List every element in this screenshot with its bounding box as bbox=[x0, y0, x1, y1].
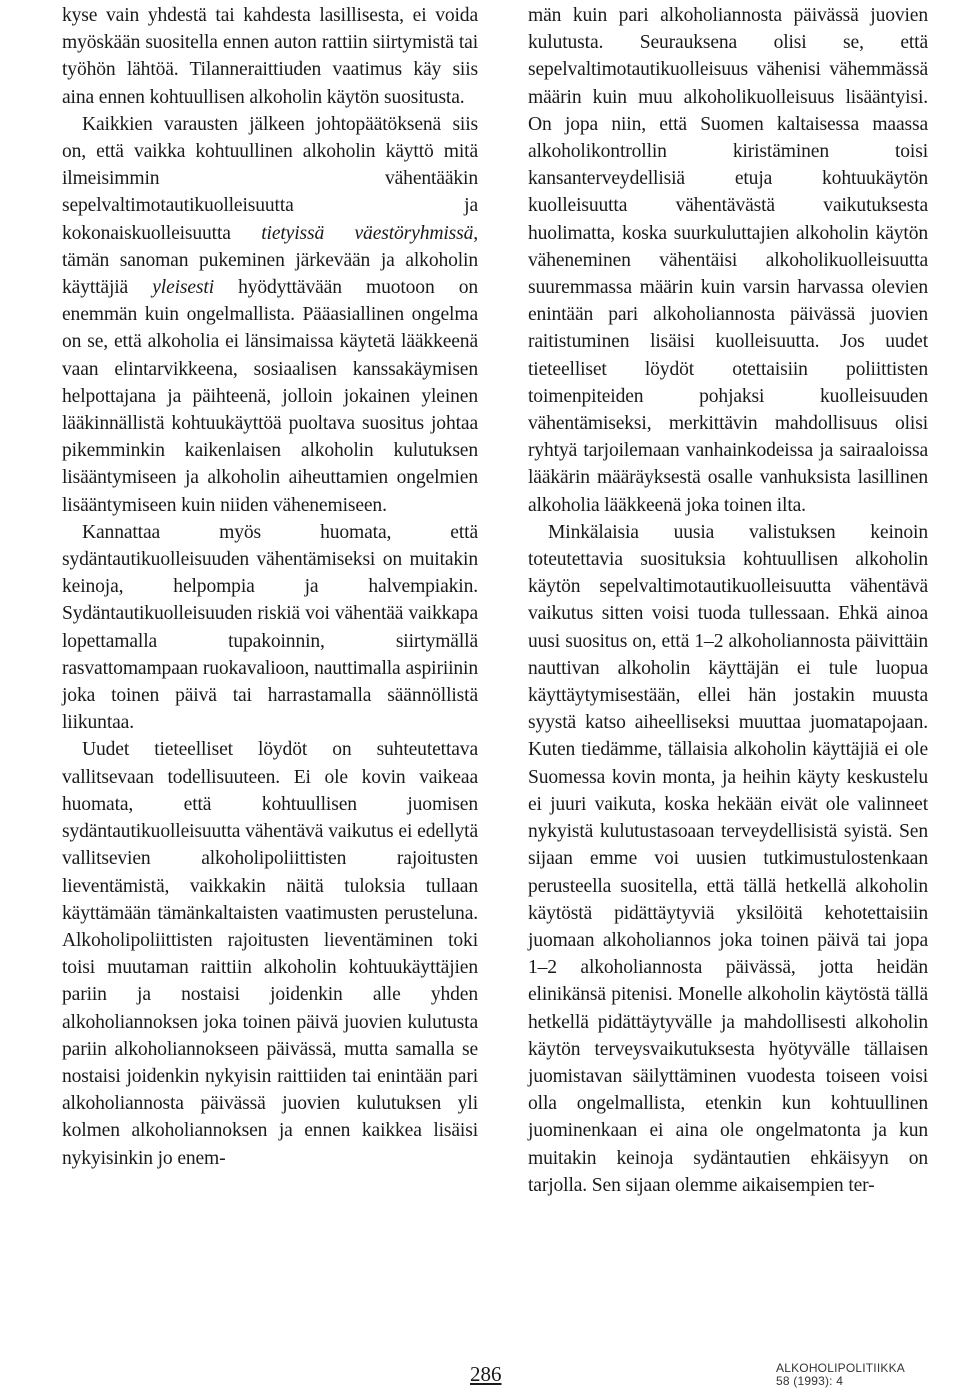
emphasis-tietyissa: tietyissä väestöryhmissä bbox=[261, 222, 474, 244]
right-column bbox=[528, 2, 928, 1199]
paragraph-recommendations: Minkälaisia uusia valistuksen keinoin toteutettavia suosituksia kohtuullisen alkoholin käytön sepelvaltimotautikuolleisuutta vähentävä vaikutus sitten voisi tuoda tullessaan. Ehkä ainoa uusi suositus on, että 1–2 alkoholiannosta päivittäin nauttivan alkoholin käyttäjän ei tule luopua käyttäytymisestään, ellei hän jostakin muusta syystä katso aiheelliseksi muuttaa juomatapojaan. Kuten tiedämme, tällaisia alkoholin käyttäjiä ei ole Suomessa kovin monta, ja heihin käyty keskustelu ei juuri vaikuta, koska hekään eivät ole valinneet nykyistä kulutustasoaan terveydellisistä syistä. Sen sijaan emme voi uusien tutkimustulostenkaan perusteella suositella, että tällä hetkellä alkoholin käytöstä pidättäytyviä yksilöitä kehotettaisiin juomaan alkoholiannos joka toinen päivä tai jopa 1–2 alkoholiannosta päivässä, jotta heidän elinikänsä pitenisi. Monelle alkoholin käytöstä tällä hetkellä pidättäytyvälle ja mahdollisesti alkoholin käytön terveysvaikutuksesta hyötyvälle tällaisen juomistavan säilyttäminen vuodesta toiseen voisi olla ongelmallista, etenkin kun kohtuullinen juominenkaan ei aina ole ongelmatonta ja kun muitakin keinoja sydäntautien ehkäisyyn on tarjolla. Sen sijaan olemme aikaisempien ter- bbox=[528, 521, 928, 1196]
paragraph-conclusion: Kaikkien varausten jälkeen johtopäätöksenä siis on, että vaikka kohtuullinen alkoholin käyttö mitä ilmeisimmin vähentääkin sepelvaltimotautikuolleisuutta ja kokonaiskuolleisuutta tietyissä väestöryhmissä, tämän sanoman pukeminen järkevään ja alkoholin käyttäjiä yleisesti hyödyttävään muotoon on enemmän kuin ongelmallista. Pääasiallinen ongelma on se, että alkoholia ei länsimaissa käytetä lääkkeenä vaan elintarvikkeena, sosiaalisen kanssakäymisen helpottajana ja päihteenä, jolloin jokainen yleinen lääkinnällistä kohtuukäyttöä puoltava suositus johtaa pikemminkin kaikenlaisen alkoholin kulutuksen lisääntymiseen ja alkoholin aiheuttamien ongelmien lisääntymiseen kuin niiden vähenemiseen. bbox=[62, 113, 479, 516]
paragraph-continued: män kuin pari alkoholiannosta päivässä juovien kulutusta. Seurauksena olisi se, että sepelvaltimotautikuolleisuus vähenisi vähemmässä määrin kuin muu alkoholikuolleisuus lisääntyisi. On jopa niin, että Suomen kaltaisessa maassa alkoholikontrollin kiristäminen toisi kansanterveydellisiä etuja kohtuukäytön kuolleisuutta vähentävästä vaikutuksesta huolimatta, koska suurkuluttajien alkoholin käytön väheneminen vähentäisi alkoholikuolleisuutta suuremmassa määrin kuin varsin harvassa olevien enintään pari alkoholiannosta päivässä juovien raitistuminen lisäisi kuolleisuutta. Jos uudet tieteelliset löydöt otettaisiin poliittisten toimenpiteiden pohjaksi kuolleisuuden vähentämiseksi, merkittävin mahdollisuus olisi ryhtyä tarjoilemaan vanhainkodeissa ja sairaaloissa lääkärin määräyksestä osalle vanhuksista lasillinen alkoholia lääkkeenä joka toinen ilta. bbox=[528, 5, 928, 516]
paragraph-other-means: Kannattaa myös huomata, että sydäntautikuolleisuuden vähentämiseksi on muitakin keinoja, helpompia ja halvempiakin. Sydäntautikuolleisuuden riskiä voi vähentää vaikkapa lopettamalla tupakoinnin, siirtymällä rasvattomampaan ruokavalioon, nauttimalla aspiriinin joka toinen päivä tai harrastamalla säännöllistä liikuntaa. bbox=[62, 521, 478, 734]
journal-name: ALKOHOLIPOLITIIKKA bbox=[776, 1361, 905, 1375]
page-number: 286 bbox=[470, 1362, 502, 1386]
emphasis-yleisesti: yleisesti bbox=[152, 277, 214, 299]
journal-issue: 58 (1993): 4 bbox=[776, 1373, 844, 1388]
left-column bbox=[62, 2, 478, 1172]
paragraph-continued: kyse vain yhdestä tai kahdesta lasillisesta, ei voida myöskään suositella ennen auton rattiin siirtymistä tai työhön lähtöä. Tilanneraittiuden vaatimus käy siis aina ennen kohtuullisen alkoholin käytön suositusta. bbox=[62, 5, 478, 108]
journal-reference bbox=[776, 1362, 905, 1387]
paragraph-new-findings: Uudet tieteelliset löydöt on suhteutettava vallitsevaan todellisuuteen. Ei ole kovin vaikeaa huomata, että kohtuullisen juomisen sydäntautikuolleisuutta vähentävä vaikutus ei edellytä vallitsevien alkoholipoliittisten rajoitusten lieventämistä, vaikkakin näitä tuloksia tullaan käyttämään tämänkaltaisten vaatimusten perusteluna. Alkoholipoliittisten rajoitusten lieventäminen toki toisi muutaman raittiin alkoholin kohtuukäyttäjien pariin ja nostaisi joidenkin alle yhden alkoholiannoksen joka toinen päivä juovien kulutusta pariin alkoholiannokseen päivässä, mutta samalla se nostaisi joidenkin nykyisin raittiiden tai enintään pari alkoholiannosta päivässä juovien kulutuksen yli kolmen alkoholiannoksen ja ennen kaikkea lisäisi nykyisinkin jo enem- bbox=[62, 739, 478, 1169]
